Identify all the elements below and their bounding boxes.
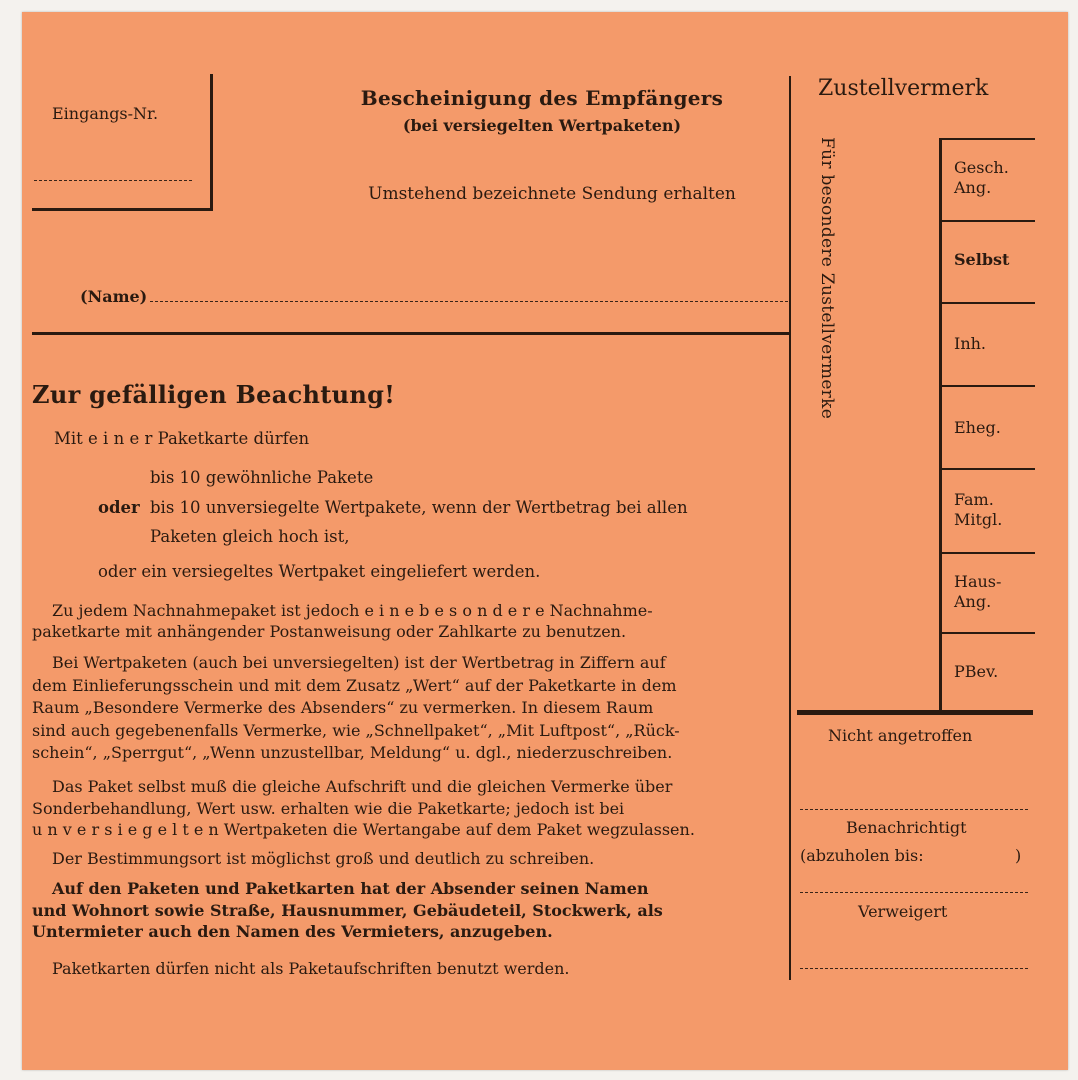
- box-selbst: [954, 250, 1009, 270]
- box-line-5: [939, 552, 1035, 554]
- para2-line: Raum „Besondere Vermerke des Absenders“ zu vermerken. In diesem Raum: [32, 698, 654, 717]
- notice-line-5: oder ein versiegeltes Wertpaket eingeliefert werden.: [98, 562, 541, 581]
- box-label-line: Gesch.: [954, 158, 1009, 177]
- paragraph-paket: [32, 776, 792, 841]
- para2-line: schein“, „Sperrgut“, „Wenn unzustellbar, Meldung“ u. dgl., niederzuschreiben.: [32, 743, 673, 762]
- box-label-line: Ang.: [954, 178, 992, 197]
- receipt-divider: [32, 332, 790, 335]
- box-label-line: Mitgl.: [954, 510, 1003, 529]
- para1-line: paketkarte mit anhängender Postanweisung oder Zahlkarte zu benutzen.: [32, 622, 627, 641]
- nicht-angetroffen-line: [800, 809, 1028, 810]
- box-haus-ang: [954, 572, 1001, 612]
- eingangs-label: Eingangs-Nr.: [52, 104, 159, 123]
- para3-line: u n v e r s i e g e l t e n Wertpaketen die Wertangabe auf dem Paket wegzulassen.: [32, 820, 695, 839]
- paragraph-bestimmungsort: Der Bestimmungsort ist möglichst groß und deutlich zu schreiben.: [52, 849, 595, 868]
- box-label-line: Fam.: [954, 490, 994, 509]
- box-line-1: [939, 220, 1035, 222]
- boxes-left-edge: [939, 140, 942, 712]
- para5-line: Untermieter auch den Namen des Vermieters, anzugeben.: [32, 922, 553, 941]
- name-label: (Name): [80, 287, 148, 306]
- paragraph-nachnahme: [32, 600, 792, 642]
- paragraph-wertpakete: [32, 652, 792, 765]
- eingangs-dotted-line: [34, 180, 192, 181]
- boxes-bottom-rule: [797, 710, 1033, 715]
- box-line-6: [939, 632, 1035, 634]
- notice-line-1: Mit e i n e r Paketkarte dürfen: [54, 429, 310, 448]
- box-line-3: [939, 385, 1035, 387]
- paragraph-aufschriften: Paketkarten dürfen nicht als Paketaufschriften benutzt werden.: [52, 959, 570, 978]
- para2-line: dem Einlieferungsschein und mit dem Zusatz „Wert“ auf der Paketkarte in dem: [32, 675, 677, 695]
- box-line-0: [939, 138, 1035, 140]
- column-divider: [789, 76, 791, 980]
- box-gesch-ang: [954, 158, 1009, 198]
- box-label-line: Eheg.: [954, 418, 1001, 437]
- benachrichtigt-line: [800, 892, 1028, 893]
- box-label-line: Inh.: [954, 334, 987, 353]
- box-pbev: [954, 662, 998, 682]
- box-line-4: [939, 468, 1035, 470]
- abzuholen-close: ): [1015, 846, 1022, 865]
- vertical-notes-label: Für besondere Zustellvermerke: [817, 137, 837, 420]
- notice-line-4: Paketen gleich hoch ist,: [150, 527, 350, 546]
- parcel-card: [22, 12, 1068, 1070]
- delivery-heading: Zustellvermerk: [818, 76, 989, 101]
- para2-line: sind auch gegebenenfalls Vermerke, wie „Schnellpaket“, „Mit Luftpost“, „Rück-: [32, 720, 680, 740]
- box-label-line: Selbst: [954, 250, 1010, 269]
- name-dotted-line: [150, 301, 788, 302]
- box-line-2: [939, 302, 1035, 304]
- notice-line-3-prefix: oder: [98, 498, 140, 517]
- box-label-line: PBev.: [954, 662, 999, 681]
- box-fam-mitgl: [954, 490, 1002, 530]
- box-eheg: [954, 418, 1001, 438]
- receipt-title: Bescheinigung des Empfängers: [360, 86, 724, 110]
- notice-line-2: bis 10 gewöhnliche Pakete: [150, 468, 374, 487]
- paragraph-absender: [32, 878, 792, 943]
- notice-line-3: bis 10 unversiegelte Wertpakete, wenn der Wertbetrag bei allen: [150, 498, 688, 517]
- benachrichtigt-label: Benachrichtigt: [846, 818, 967, 837]
- para5-line: Auf den Paketen und Paketkarten hat der Absender seinen Namen: [52, 879, 649, 898]
- notice-heading: Zur gefälligen Beachtung!: [32, 380, 396, 409]
- eingangs-box-bottom: [32, 208, 213, 211]
- verweigert-line: [800, 968, 1028, 969]
- para3-line: Sonderbehandlung, Wert usw. erhalten wie die Paketkarte; jedoch ist bei: [32, 798, 625, 818]
- para1-line: Zu jedem Nachnahmepaket ist jedoch e i n e b e s o n d e r e Nachnahme-: [52, 601, 653, 620]
- para5-line: und Wohnort sowie Straße, Hausnummer, Gebäudeteil, Stockwerk, als: [32, 900, 663, 920]
- box-label-line: Ang.: [954, 592, 992, 611]
- received-text: Umstehend bezeichnete Sendung erhalten: [368, 184, 736, 204]
- para3-line: Das Paket selbst muß die gleiche Aufschrift und die gleichen Vermerke über: [52, 777, 673, 796]
- nicht-angetroffen-label: Nicht angetroffen: [828, 726, 973, 745]
- box-inh: [954, 334, 986, 354]
- verweigert-label: Verweigert: [858, 902, 948, 921]
- box-label-line: Haus-: [954, 572, 1002, 591]
- para2-line: Bei Wertpaketen (auch bei unversiegelten) ist der Wertbetrag in Ziffern auf: [52, 653, 666, 672]
- receipt-subtitle: (bei versiegelten Wertpaketen): [402, 116, 682, 135]
- abzuholen-label: (abzuholen bis:: [800, 846, 924, 865]
